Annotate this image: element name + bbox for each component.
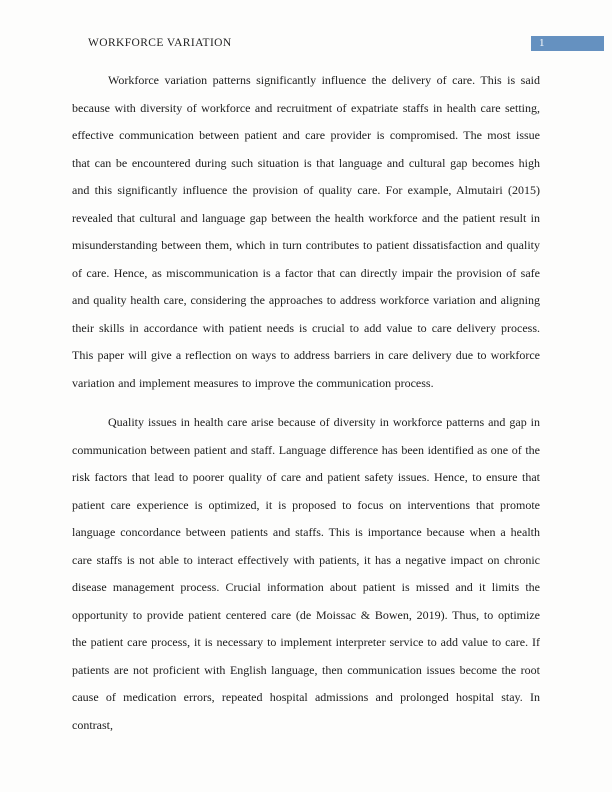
page-number-field[interactable] bbox=[531, 36, 604, 51]
document-body bbox=[72, 67, 540, 751]
running-head-title: WORKFORCE VARIATION bbox=[88, 37, 232, 49]
paragraph-workforce-variation: Workforce variation patterns significantly influence the delivery of care. This is said because with diversity of workforce and recruitment of expatriate staffs in health care setting, effective communication between patient and care provider is compromised. The most issue that can be encountered during such situation is that language and cultural gap becomes high and this significantly influence the provision of quality care. For example, Almutairi (2015) revealed that cultural and language gap between the health workforce and the patient result in misunderstanding between them, which in turn contributes to patient dissatisfaction and quality of care. Hence, as miscommunication is a factor that can directly impair the provision of safe and quality health care, considering the approaches to address workforce variation and aligning their skills in accordance with patient needs is crucial to add value to care delivery process. This paper will give a reflection on ways to address barriers in care delivery due to workforce variation and implement measures to improve the communication process. bbox=[72, 73, 540, 390]
paragraph-quality-issues: Quality issues in health care arise because of diversity in workforce patterns and gap in communication between patient and staff. Language difference has been identified as one of the risk factors that lead to poorer quality of care and patient safety issues. Hence, to ensure that patient care experience is optimized, it is proposed to focus on interventions that promote language concordance between patients and staffs. This is importance because when a health care staffs is not able to interact effectively with patients, it has a negative impact on chronic disease management process. Crucial information about patient is missed and it limits the opportunity to provide patient centered care (de Moissac & Bowen, 2019). Thus, to optimize the patient care process, it is necessary to implement interpreter service to add value to care. If patients are not proficient with English language, then communication issues become the root cause of medication errors, repeated hospital admissions and prolonged hospital stay. In contrast, bbox=[72, 415, 540, 732]
page-number: 1 bbox=[539, 37, 545, 49]
page-header bbox=[88, 35, 604, 51]
